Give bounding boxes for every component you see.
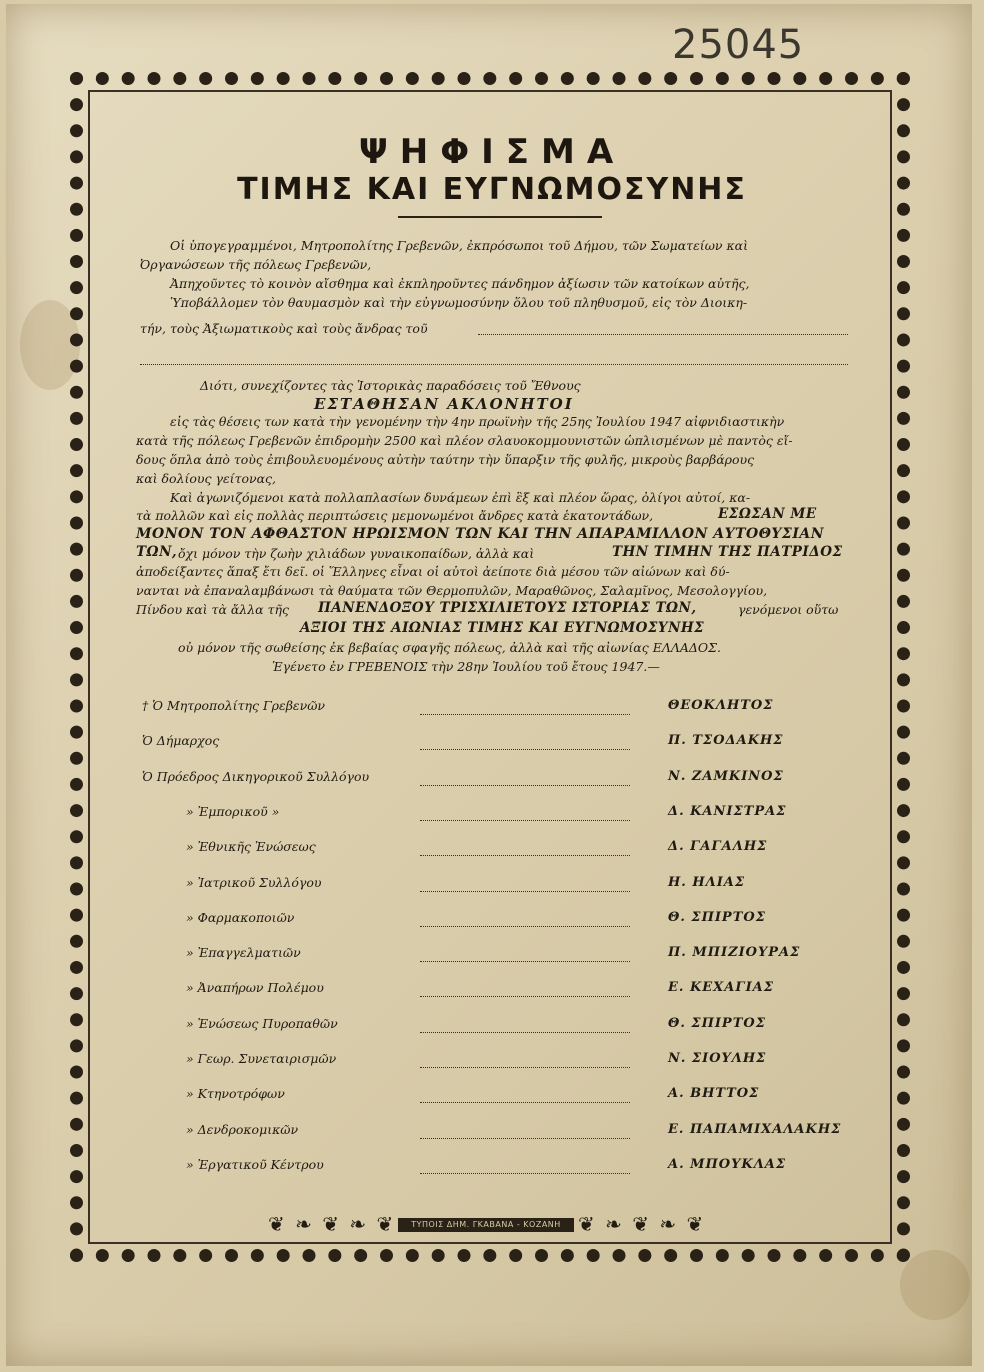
signatory-name: Ν. ΖΑΜΚΙΝΟΣ [668, 769, 784, 784]
handwritten-ref-number: 25045 [672, 22, 805, 68]
signature-role: » Ἰατρικοῦ Συλλόγου [186, 875, 322, 890]
body-line: οὐ μόνον τῆς σωθείσης ἐκ βεβαίας σφαγῆς πόλεως, ἀλλὰ καὶ τῆς αἰωνίας ΕΛΛΑΔΟΣ. [178, 640, 721, 655]
signature-line [420, 926, 630, 927]
signature-line [420, 1173, 630, 1174]
signature-role: » Ἑνώσεως Πυροπαθῶν [186, 1016, 338, 1031]
signatory-name: Ε. ΚΕΧΑΓΙΑΣ [668, 980, 774, 995]
signature-line [420, 749, 630, 750]
signature-role: » Κτηνοτρόφων [186, 1086, 285, 1101]
intro-line: Ἀπηχοῦντες τὸ κοινὸν αἴσθημα καὶ ἐκπληροῦντες πάνδημον ἀξίωσιν τῶν κατοίκων αὐτῆς, [170, 276, 750, 291]
body-line: ὄχι μόνον τὴν ζωὴν χιλιάδων γυναικοπαίδων, ἀλλὰ καὶ [178, 546, 535, 561]
signature-line [420, 1138, 630, 1139]
signature-line [420, 1067, 630, 1068]
body-line: νανται νὰ ἐπαναλαμβάνωσι τὰ θαύματα τῶν Θερμοπυλῶν, Μαραθῶνος, Σαλαμῖνος, Μεσολογγίου, [136, 583, 768, 598]
fill-in-line [140, 364, 848, 365]
body-line: Διότι, συνεχίζοντες τὰς Ἱστορικὰς παραδόσεις τοῦ Ἔθνους [200, 378, 581, 393]
fill-in-line [478, 334, 848, 335]
intro-line: τήν, τοὺς Ἀξιωματικοὺς καὶ τοὺς ἄνδρας τοῦ [140, 321, 428, 336]
signature-line [420, 1102, 630, 1103]
signatory-name: Δ. ΚΑΝΙΣΤΡΑΣ [668, 804, 787, 819]
body-line: δους ὅπλα ἀπὸ τοὺς ἐπιβουλευομένους αὐτὴν ταύτην τὴν ὕπαρξιν τῆς φυλῆς, μικροὺς βαρβάρους [136, 452, 755, 467]
signature-line [420, 1032, 630, 1033]
signatory-name: Ε. ΠΑΠΑΜΙΧΑΛΑΚΗΣ [668, 1122, 842, 1137]
body-emphasis: ΜΟΝΟΝ ΤΟΝ ΑΦΘΑΣΤΟΝ ΗΡΩΙΣΜΟΝ ΤΩΝ ΚΑΙ ΤΗΝ ΑΠΑΡΑΜΙΛΛΟΝ ΑΥΤΟΘΥΣΙΑΝ [136, 526, 825, 542]
signatory-name: Π. ΤΣΟΔΑΚΗΣ [668, 733, 784, 748]
body-line: γενόμενοι οὕτω [738, 602, 839, 617]
body-line: Καὶ ἀγωνιζόμενοι κατὰ πολλαπλασίων δυνάμεων ἐπὶ ἓξ καὶ πλέον ὥρας, ὀλίγοι αὐτοί, κα- [170, 490, 751, 505]
signature-role: » Ἀναπήρων Πολέμου [186, 980, 324, 995]
signatory-name: Π. ΜΠΙΖΙΟΥΡΑΣ [668, 945, 801, 960]
signatory-name: Θ. ΣΠΙΡΤΟΣ [668, 910, 766, 925]
signature-role: » Δενδροκομικῶν [186, 1122, 299, 1137]
body-emphasis: ΑΞΙΟΙ ΤΗΣ ΑΙΩΝΙΑΣ ΤΙΜΗΣ ΚΑΙ ΕΥΓΝΩΜΟΣΥΝΗΣ [300, 620, 705, 636]
body-emphasis: ΤΗΝ ΤΙΜΗΝ ΤΗΣ ΠΑΤΡΙΔΟΣ [612, 544, 843, 560]
signature-line [420, 996, 630, 997]
printer-imprint: ΤΥΠΟΙΣ ΔΗΜ. ΓΚΑΒΑΝΑ - ΚΟΖΑΝΗ [398, 1218, 574, 1232]
intro-line: Ὑποβάλλομεν τὸν θαυμασμὸν καὶ τὴν εὐγνωμοσύνην ὅλου τοῦ πληθυσμοῦ, εἰς τὸν Διοικη- [170, 295, 748, 310]
signature-line [420, 820, 630, 821]
title-divider [398, 216, 602, 218]
signature-line [420, 855, 630, 856]
intro-line: Ὀργανώσεων τῆς πόλεως Γρεβενῶν, [140, 257, 372, 272]
signature-line [420, 891, 630, 892]
date-line: Ἐγένετο ἐν ΓΡΕΒΕΝΟΙΣ τὴν 28ην Ἰουλίου τοῦ ἔτους 1947.— [272, 659, 660, 674]
body-line: ἀποδείξαντες ἅπαξ ἔτι δεῖ. οἱ Ἕλληνες εἶναι οἱ αὐτοὶ ἀείποτε διὰ μέσου τῶν αἰώνων καὶ δύ- [136, 564, 730, 579]
footer-ornament: ❦ ❧ ❦ ❧ ❦ [268, 1212, 396, 1236]
signature-role: » Ἐργατικοῦ Κέντρου [186, 1157, 324, 1172]
signature-role: Ὁ Δήμαρχος [142, 733, 220, 748]
signature-role: » Γεωρ. Συνεταιρισμῶν [186, 1051, 337, 1066]
body-line: καὶ δολίους γείτονας, [136, 471, 277, 486]
signature-line [420, 961, 630, 962]
body-line: Πίνδου καὶ τὰ ἄλλα τῆς [136, 602, 289, 617]
footer-ornament: ❦ ❧ ❦ ❧ ❦ [578, 1212, 706, 1236]
signature-role: » Ἐπαγγελματιῶν [186, 945, 301, 960]
signatory-name: Α. ΜΠΟΥΚΛΑΣ [668, 1157, 787, 1172]
paper-stain [900, 1250, 970, 1320]
page-title: ΨΗΦΙΣΜΑ [358, 132, 626, 172]
signature-role: » Φαρμακοποιῶν [186, 910, 295, 925]
body-emphasis: ΠΑΝΕΝΔΟΞΟΥ ΤΡΙΣΧΙΛΙΕΤΟΥΣ ΙΣΤΟΡΙΑΣ ΤΩΝ, [318, 600, 697, 616]
signatory-name: Ν. ΣΙΟΥΛΗΣ [668, 1051, 767, 1066]
body-line: κατὰ τῆς πόλεως Γρεβενῶν ἐπιδρομὴν 2500 καὶ πλέον σλαυοκομμουνιστῶν ὡπλισμένων μὲ παντὸς εἴ- [136, 433, 793, 448]
signatory-name: Θ. ΣΠΙΡΤΟΣ [668, 1016, 766, 1031]
signatory-name: Η. ΗΛΙΑΣ [668, 875, 746, 890]
signature-line [420, 785, 630, 786]
signature-role: † Ὁ Μητροπολίτης Γρεβενῶν [142, 698, 326, 713]
body-line: εἰς τὰς θέσεις των κατὰ τὴν γενομένην τὴν 4ην πρωϊνὴν τῆς 25ης Ἰουλίου 1947 αἰφνιδιαστικὴν [170, 414, 785, 429]
signatory-name: ΘΕΟΚΛΗΤΟΣ [668, 698, 774, 713]
page-subtitle: ΤΙΜΗΣ ΚΑΙ ΕΥΓΝΩΜΟΣΥΝΗΣ [237, 172, 747, 207]
signature-role: » Ἐθνικῆς Ἑνώσεως [186, 839, 316, 854]
body-heading: ΕΣΤΑΘΗΣΑΝ ΑΚΛΟΝΗΤΟΙ [314, 395, 574, 413]
body-emphasis: ΕΣΩΣΑΝ ΜΕ [718, 506, 817, 522]
body-emphasis: ΤΩΝ, [136, 544, 178, 560]
signature-role: Ὁ Πρόεδρος Δικηγορικοῦ Συλλόγου [142, 769, 370, 784]
signature-line [420, 714, 630, 715]
signature-role: » Ἐμπορικοῦ » [186, 804, 280, 819]
signatory-name: Δ. ΓΑΓΑΛΗΣ [668, 839, 768, 854]
intro-line: Οἱ ὑπογεγραμμένοι, Μητροπολίτης Γρεβενῶν, ἐκπρόσωποι τοῦ Δήμου, τῶν Σωματείων καὶ [170, 238, 749, 253]
body-line: τὰ πολλῶν καὶ εἰς πολλὰς περιπτώσεις μεμονωμένοι ἄνδρες κατὰ ἑκατοντάδων, [136, 508, 654, 523]
signatory-name: Α. ΒΗΤΤΟΣ [668, 1086, 760, 1101]
